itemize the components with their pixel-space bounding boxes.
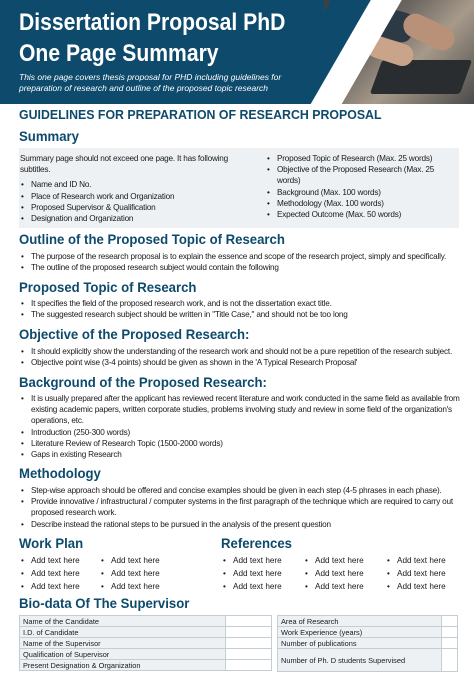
table-row xyxy=(20,616,272,627)
value-cell[interactable] xyxy=(442,627,458,638)
value-cell[interactable] xyxy=(226,649,272,660)
value-cell[interactable] xyxy=(226,660,272,671)
list-item: • Add text here xyxy=(221,581,303,593)
list-item: • Step-wise approach should be offered and concise examples should be given in each step (4-5 phrases in each phase). xyxy=(19,485,464,496)
objective-list xyxy=(19,346,464,368)
table-cell: I.D. of Candidate xyxy=(20,627,226,638)
list-item: • Gaps in existing Research xyxy=(19,449,464,460)
background-heading: Background of the Proposed Research: xyxy=(19,374,267,390)
table-cell: Name of the Candidate xyxy=(20,616,226,627)
table-cell: Number of Ph. D students Supervised xyxy=(278,649,442,672)
topic-heading: Proposed Topic of Research xyxy=(19,279,197,295)
page-title xyxy=(19,7,318,69)
list-item: • Add text here xyxy=(19,568,99,580)
page-subtitle: This one page covers thesis proposal for PHD including guidelines for preparation of research and outline of the proposed topic research xyxy=(19,72,282,93)
summary-right-column xyxy=(265,153,455,220)
table-row xyxy=(278,616,458,627)
list-item: • Provide innovative / infrastructural / computer systems in the first paragraph of the technique which are required to carry out proposed research work. xyxy=(19,496,464,518)
list-item: • Add text here xyxy=(19,555,99,567)
table-row xyxy=(278,638,458,649)
references-grid xyxy=(221,555,467,592)
work-plan-grid xyxy=(19,555,179,592)
list-item: • Expected Outcome (Max. 50 words) xyxy=(265,209,455,220)
list-item: • Designation and Organization xyxy=(19,213,229,224)
objective-heading: Objective of the Proposed Research: xyxy=(19,326,250,342)
value-cell[interactable] xyxy=(226,638,272,649)
summary-left-list xyxy=(19,179,229,224)
list-item: • Name and ID No. xyxy=(19,179,229,190)
title-line-1: Dissertation Proposal PhD xyxy=(19,9,286,36)
table-cell: Number of publications xyxy=(278,638,442,649)
list-item: • Add text here xyxy=(221,568,303,580)
list-item: • The outline of the proposed research subject would contain the following xyxy=(19,262,464,273)
list-item: • Objective of the Proposed Research (Max. 25 words) xyxy=(265,164,455,186)
references-heading: References xyxy=(221,535,292,551)
list-item: • Add text here xyxy=(99,581,179,593)
summary-left-column xyxy=(19,153,229,224)
table-row xyxy=(20,660,272,671)
topic-list xyxy=(19,298,464,320)
list-item: • Add text here xyxy=(99,568,179,580)
guidelines-heading: GUIDELINES FOR PREPARATION OF RESEARCH PROPOSAL xyxy=(19,107,382,122)
list-item: • Add text here xyxy=(385,581,467,593)
table-row xyxy=(278,627,458,638)
list-item: • Background (Max. 100 words) xyxy=(265,187,455,198)
value-cell[interactable] xyxy=(226,627,272,638)
list-item: • Proposed Topic of Research (Max. 25 words) xyxy=(265,153,455,164)
table-row xyxy=(20,649,272,660)
list-item: • Add text here xyxy=(303,555,385,567)
table-cell: Work Experience (years) xyxy=(278,627,442,638)
list-item: • Add text here xyxy=(385,568,467,580)
title-line-2: One Page Summary xyxy=(19,40,219,67)
list-item: • Describe instead the rational steps to be pursued in the analysis of the present question xyxy=(19,519,464,530)
table-cell: Area of Research xyxy=(278,616,442,627)
list-item: • Proposed Supervisor & Qualification xyxy=(19,202,229,213)
summary-intro: Summary page should not exceed one page. It has following subtitles. xyxy=(20,154,228,175)
list-item: • Add text here xyxy=(385,555,467,567)
value-cell[interactable] xyxy=(442,638,458,649)
list-item: • Add text here xyxy=(19,581,99,593)
value-cell[interactable] xyxy=(226,616,272,627)
list-item: • Add text here xyxy=(303,581,385,593)
table-cell: Qualification of Supervisor xyxy=(20,649,226,660)
table-cell: Name of the Supervisor xyxy=(20,638,226,649)
summary-right-list xyxy=(265,153,455,220)
outline-heading: Outline of the Proposed Topic of Research xyxy=(19,231,285,247)
value-cell[interactable] xyxy=(442,649,458,672)
list-item: • Methodology (Max. 100 words) xyxy=(265,198,455,209)
summary-heading: Summary xyxy=(19,128,79,144)
list-item: • Add text here xyxy=(303,568,385,580)
table-row xyxy=(20,627,272,638)
biodata-right-table xyxy=(277,615,458,672)
list-item: • Objective point wise (3-4 points) should be given as shown in the 'A Typical Research Proposal' xyxy=(19,357,464,368)
table-row xyxy=(20,638,272,649)
list-item: • It is usually prepared after the applicant has reviewed recent literature and work conducted in the same field as available from existing academic papers, written corporate studies, problems involving study and review in some field of the organization's operations, etc. xyxy=(19,393,464,427)
list-item: • Add text here xyxy=(221,555,303,567)
list-item: • Literature Review of Research Topic (1500-2000 words) xyxy=(19,438,464,449)
work-plan-heading: Work Plan xyxy=(19,535,84,551)
methodology-heading: Methodology xyxy=(19,465,101,481)
list-item: • The purpose of the research proposal is to explain the essence and scope of the research project, simply and specifically. xyxy=(19,251,464,262)
list-item: • It specifies the field of the proposed research work, and is not the dissertation exact title. xyxy=(19,298,464,309)
header-banner xyxy=(0,0,474,104)
value-cell[interactable] xyxy=(442,616,458,627)
list-item: • The suggested research subject should be written in "Title Case," and should not be too long xyxy=(19,309,464,320)
table-row xyxy=(278,649,458,672)
methodology-list xyxy=(19,485,464,530)
biodata-left-table xyxy=(19,615,272,671)
list-item: • Place of Research work and Organization xyxy=(19,191,229,202)
list-item: • Introduction (250-300 words) xyxy=(19,427,464,438)
outline-list xyxy=(19,251,464,273)
biodata-heading: Bio-data Of The Supervisor xyxy=(19,595,190,611)
list-item: • Add text here xyxy=(99,555,179,567)
summary-box xyxy=(19,148,459,228)
table-cell: Present Designation & Organization xyxy=(20,660,226,671)
list-item: • It should explicitly show the understanding of the research work and should not be a pure repetition of the research subject. xyxy=(19,346,464,357)
background-list xyxy=(19,393,464,460)
